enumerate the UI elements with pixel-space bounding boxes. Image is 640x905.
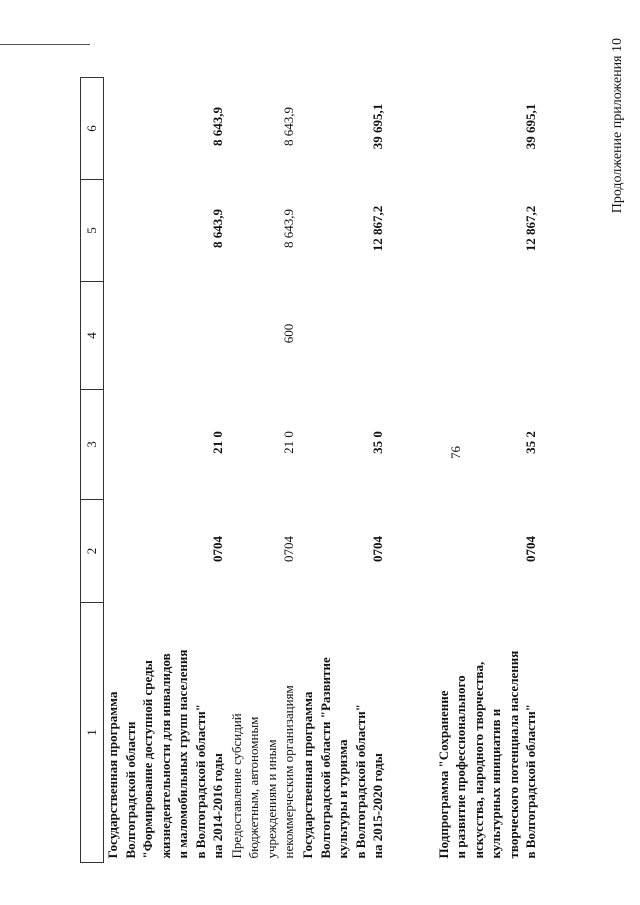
budget-table: [80, 77, 541, 863]
cell-section-code: 0704: [370, 536, 386, 562]
cell-amount-1: 12 867,2: [523, 205, 539, 252]
table-header: [81, 78, 104, 863]
header-col-5: 5: [81, 180, 104, 282]
table-row: [435, 78, 541, 863]
scan-edge-mark: [0, 44, 90, 45]
header-col-2: 2: [81, 500, 104, 603]
cell-name: Государственная программа Волгоградской области "Формирование доступной среды жизнедеятельности для инвалидов и маломобильных групп населения в Волгоградской области" на 2014-2016 годы: [105, 649, 226, 859]
continuation-caption: Продолжение приложения 10: [610, 38, 625, 214]
table-body: [104, 78, 542, 863]
cell-expense-type: [299, 282, 388, 390]
header-col-6: 6: [81, 78, 104, 180]
cell-expense-type: [104, 282, 228, 390]
table-row: [228, 78, 299, 863]
cell-section-code: 0704: [523, 536, 539, 562]
cell-amount-2: 39 695,1: [523, 103, 539, 150]
table-row: [104, 78, 228, 863]
cell-expense-type: 600: [281, 323, 297, 344]
page-number: 76: [448, 446, 463, 459]
header-col-3: 3: [81, 390, 104, 500]
cell-amount-2: 39 695,1: [370, 103, 386, 150]
cell-section-code: 0704: [210, 536, 226, 562]
cell-amount-1: 12 867,2: [370, 205, 386, 252]
header-col-1: 1: [81, 603, 104, 863]
cell-program-code: 35 0: [370, 431, 386, 454]
header-col-4: 4: [81, 282, 104, 390]
cell-name: Предоставление субсидий бюджетным, автономным учреждениям и иным некоммерческим организациям: [228, 685, 297, 859]
cell-program-code: 21 0: [281, 431, 297, 454]
cell-program-code: 21 0: [210, 431, 226, 454]
cell-amount-2: 8 643,9: [281, 107, 297, 146]
cell-expense-type: [435, 282, 541, 390]
cell-amount-2: 8 643,9: [210, 107, 226, 146]
row-spacer: [388, 78, 435, 863]
table-row: [299, 78, 388, 863]
cell-amount-1: 8 643,9: [210, 209, 226, 248]
cell-section-code: 0704: [281, 536, 297, 562]
cell-program-code: 35 2: [523, 431, 539, 454]
cell-name: Подпрограмма "Сохранение и развитие профессионального искусства, народного творчества, культурных инициатив и творческого потенциала населения в Волгоградской области": [435, 650, 539, 859]
cell-name: Государственная программа Волгоградской области "Развитие культуры и туризма в Волгоградской области" на 2015-2020 годы: [300, 657, 386, 859]
cell-amount-1: 8 643,9: [281, 209, 297, 248]
